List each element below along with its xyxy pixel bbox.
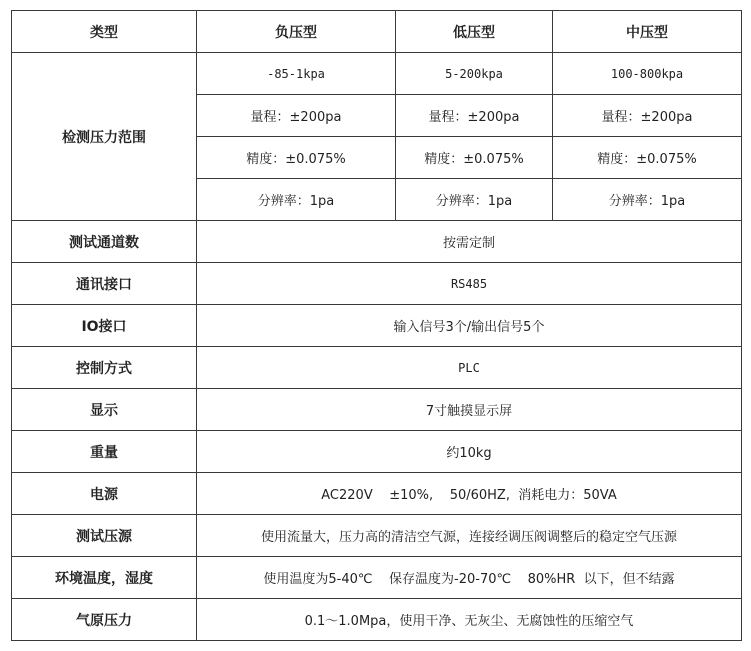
low-range: 5-200kpa	[396, 53, 553, 95]
row-label-power: 电源	[12, 473, 197, 515]
negative-resolution: 分辨率：1pa	[197, 179, 396, 221]
spec-table	[11, 10, 742, 641]
row-label-channels: 测试通道数	[12, 221, 197, 263]
row-value-io: 输入信号3个/输出信号5个	[197, 305, 742, 347]
header-low: 低压型	[396, 11, 553, 53]
negative-range: -85-1kpa	[197, 53, 396, 95]
header-negative: 负压型	[197, 11, 396, 53]
pressure-range-row-1	[12, 53, 742, 95]
row-value-test-source: 使用流量大，压力高的清洁空气源，连接经调压阀调整后的稳定空气压源	[197, 515, 742, 557]
medium-span: 量程：±200pa	[553, 95, 742, 137]
pressure-range-label: 检测压力范围	[12, 53, 197, 221]
low-span: 量程：±200pa	[396, 95, 553, 137]
row-label-environment: 环境温度，湿度	[12, 557, 197, 599]
row-label-air-pressure: 气原压力	[12, 599, 197, 641]
table-row	[12, 431, 742, 473]
table-row	[12, 221, 742, 263]
row-value-power: AC220V ±10%, 50/60HZ, 消耗电力：50VA	[197, 473, 742, 515]
table-row	[12, 389, 742, 431]
low-accuracy: 精度：±0.075%	[396, 137, 553, 179]
row-value-channels: 按需定制	[197, 221, 742, 263]
row-value-weight: 约10kg	[197, 431, 742, 473]
header-medium: 中压型	[553, 11, 742, 53]
header-type: 类型	[12, 11, 197, 53]
table-row	[12, 557, 742, 599]
low-resolution: 分辨率：1pa	[396, 179, 553, 221]
row-label-test-source: 测试压源	[12, 515, 197, 557]
table-row	[12, 599, 742, 641]
row-value-environment: 使用温度为5-40℃ 保存温度为-20-70℃ 80%HR 以下，但不结露	[197, 557, 742, 599]
negative-span: 量程：±200pa	[197, 95, 396, 137]
negative-accuracy: 精度：±0.075%	[197, 137, 396, 179]
table-row	[12, 305, 742, 347]
row-label-display: 显示	[12, 389, 197, 431]
row-value-comm: RS485	[197, 263, 742, 305]
row-label-control: 控制方式	[12, 347, 197, 389]
medium-accuracy: 精度：±0.075%	[553, 137, 742, 179]
medium-resolution: 分辨率：1pa	[553, 179, 742, 221]
medium-range: 100-800kpa	[553, 53, 742, 95]
row-value-display: 7寸触摸显示屏	[197, 389, 742, 431]
row-label-comm: 通讯接口	[12, 263, 197, 305]
row-label-io: IO接口	[12, 305, 197, 347]
table-row	[12, 347, 742, 389]
row-label-weight: 重量	[12, 431, 197, 473]
row-value-control: PLC	[197, 347, 742, 389]
table-row	[12, 473, 742, 515]
row-value-air-pressure: 0.1～1.0Mpa，使用干净、无灰尘、无腐蚀性的压缩空气	[197, 599, 742, 641]
header-row	[12, 11, 742, 53]
table-row	[12, 263, 742, 305]
table-row	[12, 515, 742, 557]
